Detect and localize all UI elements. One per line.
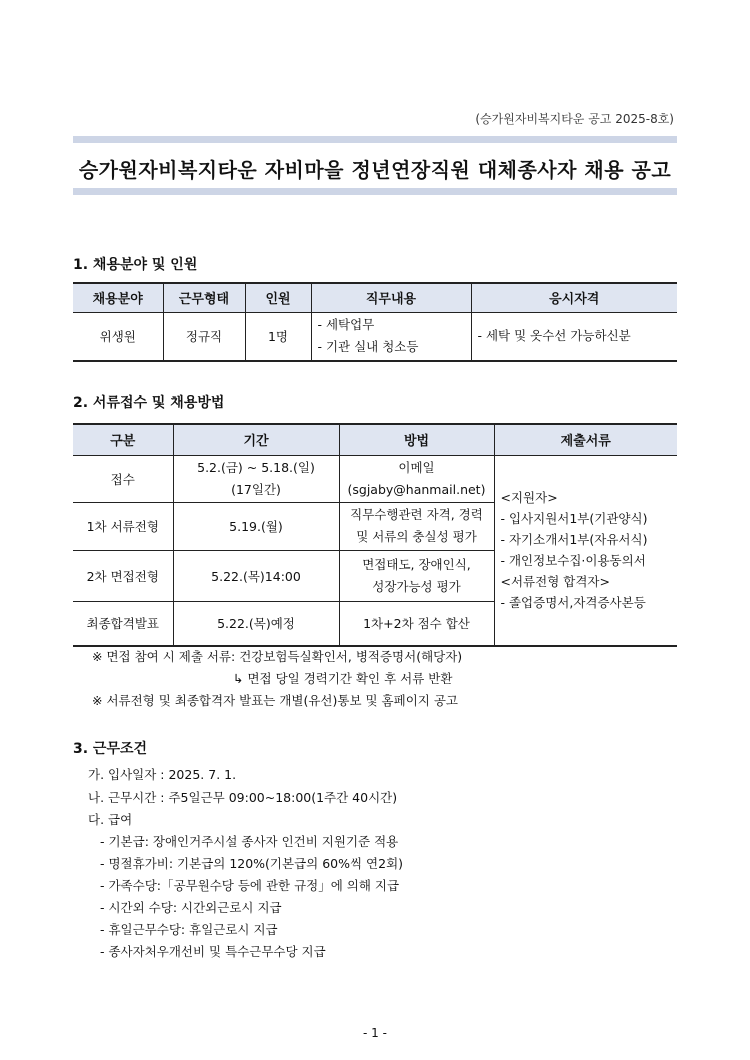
cell-stage: 2차 면접전형 [73, 550, 173, 601]
process-table [73, 423, 677, 647]
note-announcement: ※ 서류전형 및 최종합격자 발표는 개별(유선)통보 및 홈페이지 공고 [92, 693, 458, 708]
title-bar-top [73, 136, 677, 143]
note-document-return: ↳ 면접 당일 경력기간 확인 후 서류 반환 [233, 671, 453, 686]
document-line: - 입사지원서1부(기관양식) [500, 511, 648, 527]
pay-item: - 명절휴가비: 기본급의 120%(기본급의 60%씩 연2회) [100, 856, 404, 871]
cell-field: 위생원 [73, 312, 163, 361]
section2-heading: 2. 서류접수 및 채용방법 [73, 395, 225, 411]
document-line: <지원자> [500, 490, 558, 506]
page-title: 승가원자비복지타운 자비마을 정년연장직원 대체종사자 채용 공고 [78, 158, 672, 182]
section3-heading: 3. 근무조건 [73, 741, 148, 757]
cell-method [339, 455, 494, 502]
pay-item: - 기본급: 장애인거주시설 종사자 인건비 지원기준 적용 [100, 834, 399, 849]
document-line: - 졸업증명서,자격증사본등 [500, 595, 646, 611]
cell-stage: 최종합격발표 [73, 601, 173, 646]
cell-stage: 접수 [73, 455, 173, 502]
cell-qualification: - 세탁 및 옷수선 가능하신분 [471, 312, 677, 361]
header-stage: 구분 [73, 424, 173, 455]
cell-type: 정규직 [163, 312, 245, 361]
process-table-header [73, 424, 677, 455]
cell-period: 5.19.(월) [173, 502, 339, 550]
page-number: - 1 - [363, 1026, 387, 1040]
header-duties: 직무내용 [311, 283, 471, 312]
table-row [73, 455, 677, 502]
document-line: - 자기소개서1부(자유서식) [500, 532, 648, 548]
cell-period [173, 455, 339, 502]
duty-line: - 세탁업무 [317, 317, 375, 333]
method-line: 및 서류의 충실성 평가 [356, 529, 477, 544]
cell-duties [311, 312, 471, 361]
header-qualification: 응시자격 [471, 283, 677, 312]
duty-line: - 기관 실내 청소등 [317, 339, 419, 355]
cell-documents [494, 455, 677, 646]
start-date: 가. 입사일자 : 2025. 7. 1. [88, 767, 237, 782]
note-interview-documents: ※ 면접 참여 시 제출 서류: 건강보험득실확인서, 병적증명서(해당자) [92, 649, 463, 664]
period-line: 5.2.(금) ~ 5.18.(일) [197, 459, 315, 475]
cell-period: 5.22.(목)예정 [173, 601, 339, 646]
pay-item: - 가족수당:「공무원수당 등에 관한 규정」에 의해 지급 [100, 878, 400, 893]
salary-heading: 다. 급여 [88, 812, 133, 827]
work-hours: 나. 근무시간 : 주5일근무 09:00~18:00(1주간 40시간) [88, 790, 398, 805]
header-documents: 제출서류 [494, 424, 677, 455]
cell-count: 1명 [245, 312, 311, 361]
header-type: 근무형태 [163, 283, 245, 312]
header-period: 기간 [173, 424, 339, 455]
method-line: (sgjaby@hanmail.net) [347, 481, 486, 497]
cell-period: 5.22.(목)14:00 [173, 550, 339, 601]
header-field: 채용분야 [73, 283, 163, 312]
header-count: 인원 [245, 283, 311, 312]
document-line: - 개인정보수집·이용동의서 [500, 553, 646, 569]
method-line: 이메일 [398, 459, 435, 475]
pay-item: - 시간외 수당: 시간외근로시 지급 [100, 900, 282, 915]
pay-item: - 종사자처우개선비 및 특수근무수당 지급 [100, 944, 326, 959]
method-line: 직무수행관련 자격, 경력 [350, 507, 483, 522]
section1-heading: 1. 채용분야 및 인원 [73, 257, 198, 273]
recruitment-table [73, 282, 677, 362]
method-line: 성장가능성 평가 [372, 578, 461, 594]
cell-method [339, 550, 494, 601]
cell-stage: 1차 서류전형 [73, 502, 173, 550]
cell-method: 1차+2차 점수 합산 [339, 601, 494, 646]
period-line: (17일간) [231, 481, 281, 497]
cell-method [339, 502, 494, 550]
document-line: <서류전형 합격자> [500, 574, 610, 590]
title-bar-bottom [73, 188, 677, 195]
pay-item: - 휴일근무수당: 휴일근로시 지급 [100, 922, 278, 937]
header-method: 방법 [339, 424, 494, 455]
table-row [73, 312, 677, 361]
method-line: 면접태도, 장애인식, [362, 556, 471, 572]
notice-number: (승가원자비복지타운 공고 2025-8호) [475, 112, 674, 126]
recruitment-table-header [73, 283, 677, 312]
